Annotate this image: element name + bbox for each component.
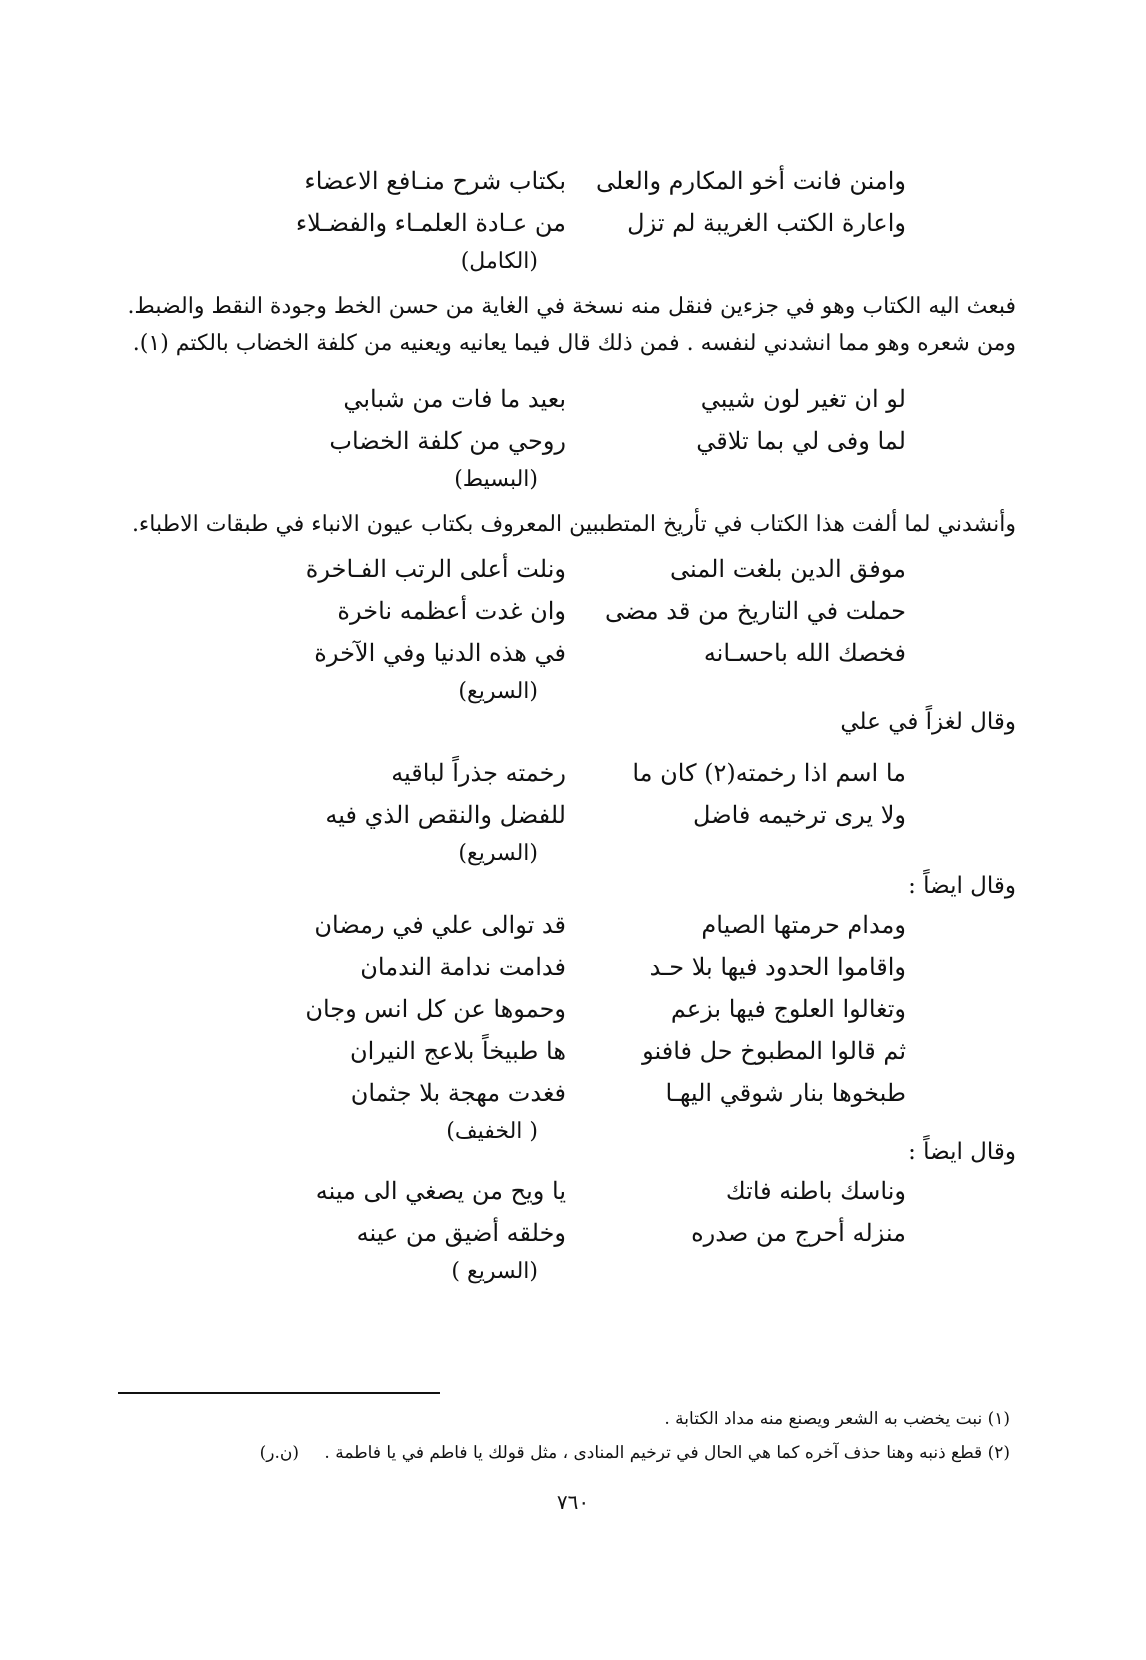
hemistich-second: بكتاب شرح منـافع الاعضاء [304, 167, 566, 195]
verse-line [226, 1212, 906, 1254]
footnote-1: (١) نبت يخضب به الشعر ويصنع منه مداد الكتابة . [664, 1409, 1010, 1429]
footnote-2 [110, 1436, 1010, 1470]
verse-line [226, 378, 906, 420]
meter-label: (الكامل) [460, 249, 538, 274]
verse-line [226, 988, 906, 1030]
poem-5 [226, 904, 906, 1150]
hemistich-second: وان غدت أعظمه ناخرة [337, 597, 566, 625]
hemistich-second: رخمته جذراً لباقيه [391, 759, 566, 787]
hemistich-second: يا ويح من يصغي الى مينه [315, 1177, 566, 1205]
heading-also-2: وقال ايضاً : [908, 1139, 1016, 1165]
hemistich-first: طبخوها بنار شوقي اليهـا [665, 1079, 906, 1107]
footnote-divider [118, 1392, 440, 1394]
hemistich-second: ونلت أعلى الرتب الفـاخرة [305, 555, 566, 583]
meter-label: ( الخفيف) [446, 1119, 538, 1144]
hemistich-second: بعيد ما فات من شبابي [343, 385, 566, 413]
verse-line [226, 946, 906, 988]
verse-line [226, 752, 906, 794]
meter-label: (السريع) [458, 679, 538, 704]
poem-3 [226, 548, 906, 710]
hemistich-second: فدامت ندامة الندمان [360, 953, 566, 981]
hemistich-second: في هذه الدنيا وفي الآخرة [314, 639, 566, 667]
poem-2 [226, 378, 906, 498]
hemistich-first: وتغالوا العلوج فيها بزعم [670, 995, 906, 1023]
meter-label: (السريع ) [451, 1259, 538, 1284]
prose-paragraph-1 [116, 288, 1016, 362]
prose-line: فبعث اليه الكتاب وهو في جزءين فنقل منه نسخة في الغاية من حسن الخط وجودة النقط والضبط. [127, 294, 1016, 319]
verse-line [226, 160, 906, 202]
verse-line [226, 1030, 906, 1072]
hemistich-second: روحي من كلفة الخضاب [329, 427, 566, 455]
heading-also-1: وقال ايضاً : [908, 873, 1016, 899]
hemistich-first: لو ان تغير لون شيبي [700, 385, 906, 413]
hemistich-first: فخصك الله باحسـانه [703, 639, 906, 667]
hemistich-first: ثم قالوا المطبوخ حل فافنو [642, 1037, 906, 1065]
hemistich-first: واقاموا الحدود فيها بلا حـد [649, 953, 906, 981]
hemistich-first: موفق الدين بلغت المنى [669, 555, 906, 583]
meter-label: (البسيط) [454, 467, 538, 492]
verse-line [226, 202, 906, 244]
heading-riddle: وقال لغزاً في علي [840, 709, 1016, 735]
footnotes [110, 1402, 1010, 1470]
hemistich-first: ومدام حرمتها الصيام [701, 911, 906, 939]
hemistich-first: واعارة الكتب الغريبة لم تزل [627, 209, 906, 237]
poem-1 [226, 160, 906, 280]
hemistich-first: وامنن فانت أخو المكارم والعلى [595, 167, 906, 195]
verse-line [226, 590, 906, 632]
hemistich-second: قد توالى علي في رمضان [314, 911, 566, 939]
verse-line [226, 1170, 906, 1212]
prose-line: وأنشدني لما ألفت هذا الكتاب في تأريخ المتطببين المعروف بكتاب عيون الانباء في طبقات الاطباء. [131, 512, 1016, 537]
hemistich-second: وخلقه أضيق من عينه [356, 1219, 566, 1247]
poem-4 [226, 752, 906, 872]
prose-line: ومن شعره وهو مما انشدني لنفسه . فمن ذلك قال فيما يعانيه ويعنيه من كلفة الخضاب بالكتم (١). [132, 331, 1016, 356]
hemistich-first: ولا يرى ترخيمه فاضل [693, 801, 906, 829]
poem-6 [226, 1170, 906, 1290]
footnote-2-text: (٢) قطع ذنبه وهنا حذف آخره كما هي الحال في ترخيم المنادى ، مثل قولك يا فاطم في يا فاطمة . [324, 1443, 1010, 1463]
meter-label: (السريع) [458, 841, 538, 866]
verse-line [226, 420, 906, 462]
hemistich-first: وناسك باطنه فاتك [725, 1177, 906, 1205]
hemistich-second: فغدت مهجة بلا جثمان [350, 1079, 566, 1107]
verse-line [226, 794, 906, 836]
footnote-2-signature: (ن.ر) [259, 1443, 299, 1463]
hemistich-second: وحموها عن كل انس وجان [305, 995, 566, 1023]
verse-line [226, 904, 906, 946]
verse-line [226, 548, 906, 590]
hemistich-first: حملت في التاريخ من قد مضى [604, 597, 906, 625]
hemistich-first: ما اسم اذا رخمته(٢) كان ما [632, 759, 906, 787]
hemistich-first: لما وفى لي بما تلاقي [696, 427, 906, 455]
page-number: ٧٦٠ [556, 1490, 590, 1514]
verse-line [226, 1072, 906, 1114]
hemistich-first: منزله أحرج من صدره [691, 1219, 906, 1247]
hemistich-second: من عـادة العلمـاء والفضـلاء [295, 209, 566, 237]
verse-line [226, 632, 906, 674]
hemistich-second: للفضل والنقص الذي فيه [325, 801, 566, 829]
hemistich-second: ها طبيخاً بلاعج النيران [349, 1037, 566, 1065]
prose-paragraph-2 [116, 506, 1016, 543]
